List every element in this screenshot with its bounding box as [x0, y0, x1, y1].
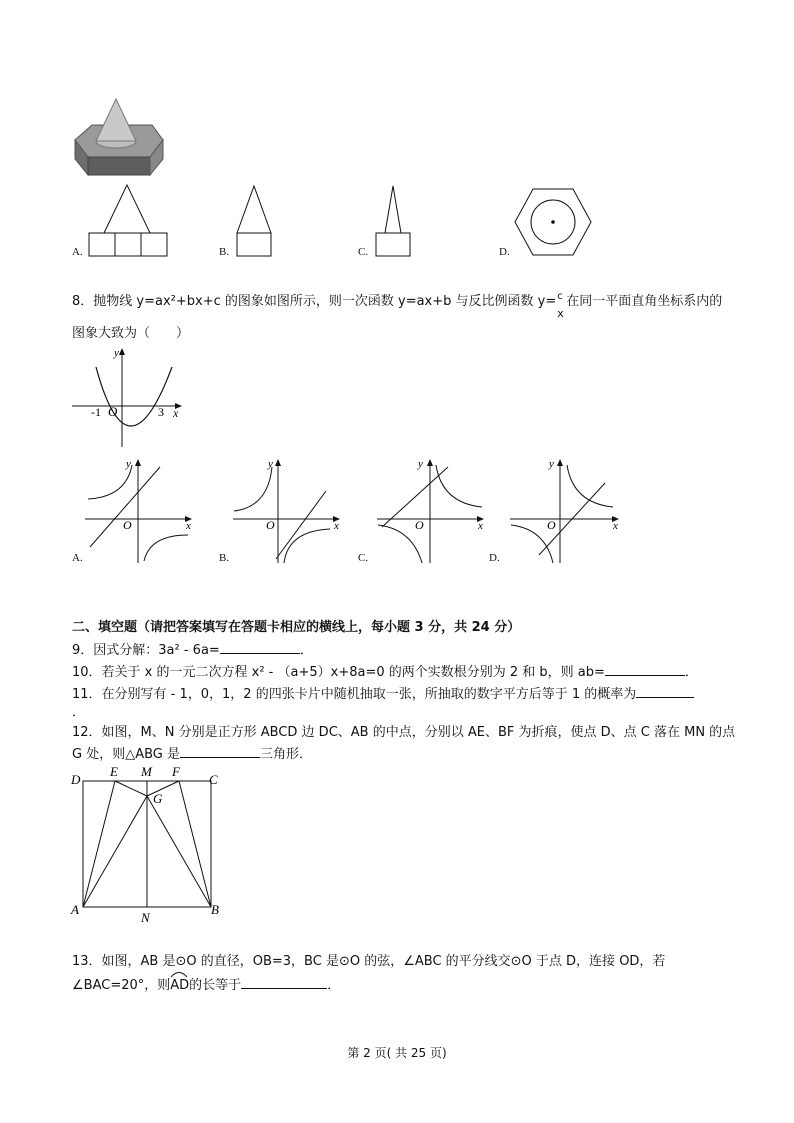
label-c: C [209, 772, 218, 787]
option-d-view [513, 185, 593, 260]
left-root-label: -1 [91, 405, 101, 419]
label-f: F [172, 764, 180, 779]
q8-option-a-graph [80, 455, 200, 565]
q9-answer-blank[interactable] [220, 640, 300, 654]
q13-text-suffix: 的长等于 [189, 978, 242, 993]
q8-option-b-graph [228, 455, 348, 565]
q8-option-c-graph [372, 455, 492, 565]
origin-label: O [415, 518, 424, 532]
origin-label: O [123, 518, 132, 532]
q8-stem-line1 [72, 291, 723, 320]
parabola-graph [70, 345, 185, 450]
q10-text: 10．若关于 x 的一元二次方程 x² - （a+5）x+8a=0 的两个实数根分别为 2 和 b，则 ab= [72, 665, 605, 680]
fraction-c-over-x [556, 291, 566, 320]
q8-option-d-graph [505, 455, 625, 565]
q10 [72, 662, 698, 682]
option-a-view [86, 183, 170, 258]
page-footer: 第 2 页( 共 25 页) [347, 1046, 447, 1060]
q9-text: 9．因式分解：3a² - 6a= [72, 643, 220, 658]
axis-x-label: x [334, 520, 339, 532]
q11-answer-blank[interactable] [636, 684, 694, 698]
q8-text-prefix: 8．抛物线 y=ax²+bx+c 的图象如图所示，则一次函数 y=ax+b 与反比例函数 y= [72, 294, 557, 309]
option-a-label: A. [72, 246, 83, 258]
arc-ad-label: AD [170, 978, 190, 993]
q9-end: ． [299, 643, 313, 658]
q12-line2 [72, 744, 312, 764]
q13-text-prefix: ∠BAC=20°，则 [72, 978, 171, 993]
cone [96, 99, 136, 141]
q10-answer-blank[interactable] [605, 662, 685, 676]
label-g: G [153, 791, 163, 806]
q8-option-a-label: A. [72, 552, 83, 564]
q13-line1: 13．如图，AB 是⊙O 的直径，OB=3，BC 是⊙O 的弦，∠ABC 的平分线交⊙O 于点 D，连接 OD，若 [72, 954, 666, 969]
origin-label: O [547, 518, 556, 532]
q12-line1: 12．如图，M、N 分别是正方形 ABCD 边 DC、AB 的中点，分别以 AE、BF 为折痕，使点 D、点 C 落在 MN 的点 [72, 725, 736, 740]
q12-text-suffix: 三角形． [260, 747, 313, 762]
axis-x-label: x [478, 520, 483, 532]
origin-label: O [266, 518, 275, 532]
parabola-x-label: x [173, 406, 179, 420]
parabola-origin: O [108, 404, 118, 419]
axis-x-label: x [613, 520, 618, 532]
arc-ad [170, 977, 189, 995]
axis-y-label: y [268, 458, 273, 470]
q9 [72, 640, 313, 660]
label-d: D [71, 772, 81, 787]
label-m: M [141, 764, 152, 779]
option-c-label: C. [358, 246, 369, 258]
q13-line2 [72, 975, 340, 995]
q13-answer-blank[interactable] [241, 975, 327, 989]
q8-stem-line2: 图象大致为（ ） [72, 326, 190, 341]
label-e: E [110, 764, 118, 779]
axis-x-label: x [186, 520, 191, 532]
option-b-view [234, 183, 274, 258]
hexagon-front-face [88, 157, 150, 175]
q8-option-d-label: D. [489, 552, 500, 564]
axis-y-label: y [126, 458, 131, 470]
arc-mark-icon [170, 970, 188, 978]
label-n: N [141, 910, 150, 925]
section-2-title: 二、填空题（请把答案填写在答题卡相应的横线上，每小题 3 分，共 24 分） [72, 620, 521, 635]
q11-text: 11．在分别写有 - 1，0，1，2 的四张卡片中随机抽取一张，所抽取的数字平方后等于 1 的概率为 [72, 687, 637, 702]
label-a: A [71, 902, 79, 917]
q12-answer-blank[interactable] [180, 744, 260, 758]
q8-text-suffix: 在同一平面直角坐标系内的 [566, 294, 723, 309]
label-b: B [211, 902, 219, 917]
solid-figure [70, 95, 170, 180]
option-d-label: D. [499, 246, 510, 258]
q11-continuation: ． [72, 705, 86, 720]
q12-text-prefix: G 处，则△ABG 是 [72, 747, 180, 762]
axis-y-label: y [418, 458, 423, 470]
q8-option-c-label: C. [358, 552, 369, 564]
q8-option-b-label: B. [219, 552, 230, 564]
option-b-label: B. [219, 246, 230, 258]
parabola-y-label: y [114, 347, 119, 359]
q11 [72, 684, 694, 704]
q13-end: ． [327, 978, 341, 993]
square-fold-figure [68, 762, 228, 927]
q10-end: ． [684, 665, 698, 680]
fraction-numerator: c [557, 291, 563, 302]
option-c-view [373, 183, 413, 258]
right-root-label: 3 [158, 405, 164, 419]
fraction-denominator: x [557, 307, 564, 320]
axis-y-label: y [549, 458, 554, 470]
